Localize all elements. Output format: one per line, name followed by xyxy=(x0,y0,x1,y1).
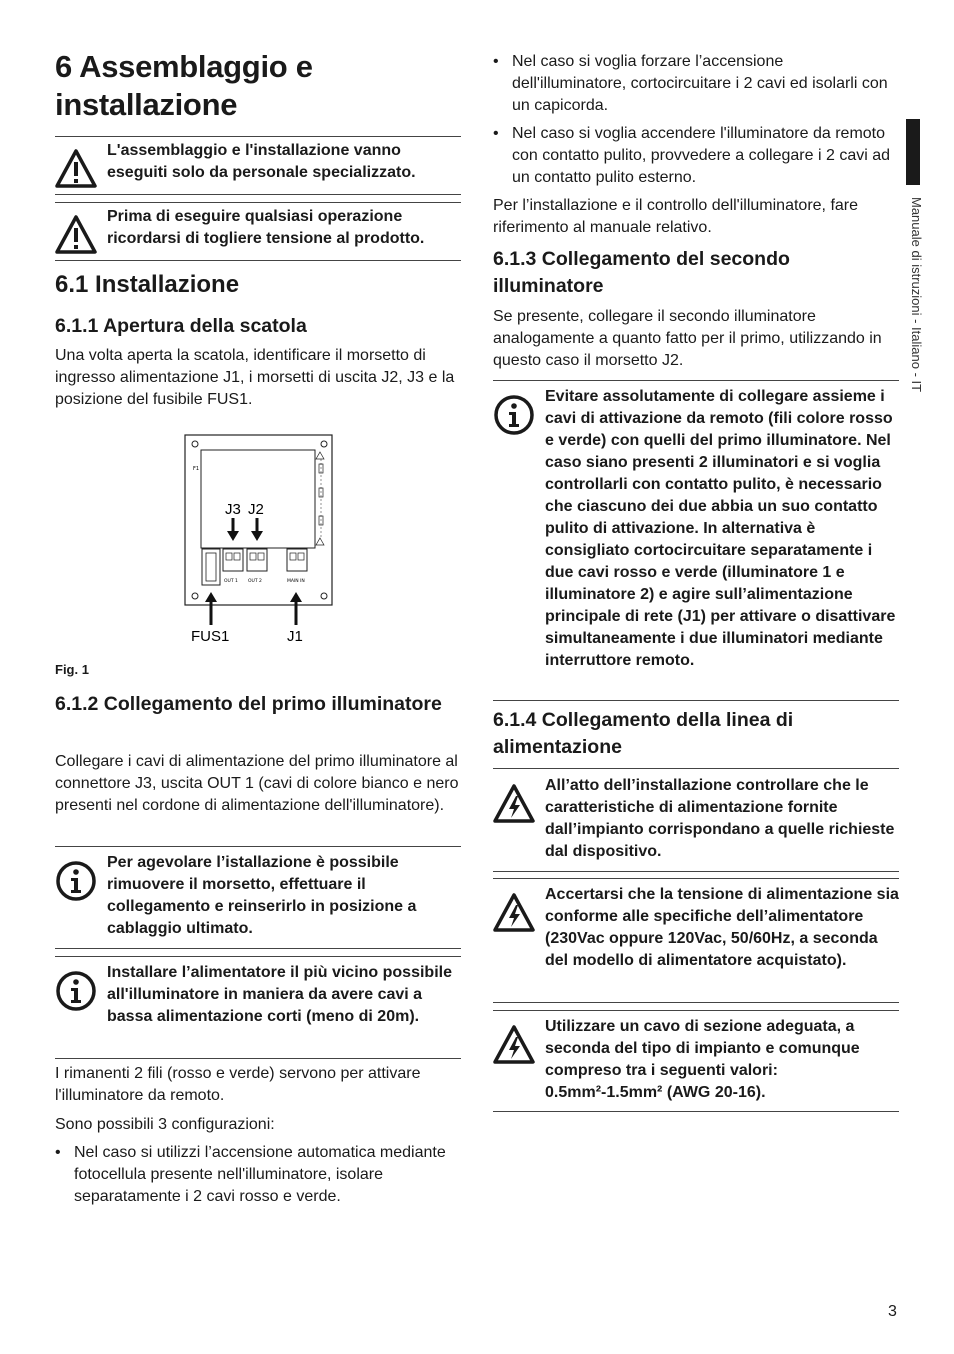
electrical-warning-notice xyxy=(493,1016,899,1104)
figure-label-fus1: FUS1 xyxy=(191,628,230,645)
svg-text:MAIN IN: MAIN IN xyxy=(287,579,305,584)
info-notice xyxy=(55,852,461,940)
divider xyxy=(55,202,461,203)
electrical-hazard-icon xyxy=(493,783,535,825)
warning-text: Utilizzare un cavo di sezione adeguata, a seconda del tipo di impianto e comunque compreso tra i seguenti valori: 0.5mm²-1.5mm² (AWG 20-16). xyxy=(545,1018,860,1101)
list-item: • Nel caso si utilizzi l’accensione automatica mediante fotocellula presente nell'illuminatore, isolare separatamente i 2 cavi rosso e verde. xyxy=(55,1142,461,1208)
body-paragraph: Collegare i cavi di alimentazione del primo illuminatore al connettore J3, uscita OUT 1 (cavi di colore bianco e nero presenti nel cordone di alimentazione dell'illuminatore). xyxy=(55,753,459,814)
info-notice xyxy=(493,386,899,672)
divider xyxy=(493,768,899,769)
divider xyxy=(55,1058,461,1059)
page-number: 3 xyxy=(888,1303,897,1320)
warning-triangle-icon xyxy=(55,214,97,256)
list-item: • Nel caso si voglia forzare l’accensione dell'illuminatore, cortocircuitare i 2 cavi ed isolarli con un capicorda. xyxy=(493,51,899,117)
info-text: Installare l’alimentatore il più vicino possibile all'illuminatore in maniera da avere cavi a bassa alimentazione corti (meno di 20m). xyxy=(107,964,452,1025)
section-heading: 6.1 Installazione xyxy=(55,271,240,298)
divider xyxy=(493,700,899,701)
figure-label-j2: J2 xyxy=(248,501,264,518)
divider xyxy=(55,136,461,137)
chapter-title: 6 Assemblaggio e installazione xyxy=(55,49,313,122)
divider xyxy=(493,1010,899,1011)
divider xyxy=(493,1002,899,1003)
subsection-heading: 6.1.1 Apertura della scatola xyxy=(55,315,307,337)
info-icon xyxy=(493,394,535,436)
subsection-heading: 6.1.2 Collegamento del primo illuminatore xyxy=(55,693,442,715)
body-paragraph: Per l’installazione e il controllo dell'illuminatore, fare riferimento al manuale relativo. xyxy=(493,197,859,236)
warning-text: All’atto dell’installazione controllare che le caratteristiche di alimentazione fornite dall’impianto corrispondano a quelle richieste dal dispositivo. xyxy=(545,777,895,860)
divider xyxy=(493,878,899,879)
figure-label-j3: J3 xyxy=(225,501,241,518)
manual-side-label: Manuale di istruzioni - Italiano - IT xyxy=(909,197,924,393)
electrical-hazard-icon xyxy=(493,1024,535,1066)
body-paragraph: I rimanenti 2 fili (rosso e verde) servono per attivare l'illuminatore da remoto. xyxy=(55,1065,421,1104)
electrical-hazard-icon xyxy=(493,892,535,934)
list-item: • Nel caso si voglia accendere l'illuminatore da remoto con contatto pulito, provvedere a collegare i 2 cavi ad un contatto pulito esterno. xyxy=(493,123,899,189)
divider xyxy=(55,956,461,957)
warning-notice xyxy=(55,206,461,256)
body-paragraph: Una volta aperta la scatola, identificare il morsetto di ingresso alimentazione J1, i morsetti di uscita J2, J3 e la posizione del fusibile FUS1. xyxy=(55,347,455,408)
figure-caption: Fig. 1 xyxy=(55,662,89,677)
chapter-tab-marker xyxy=(906,119,920,185)
warning-text: Accertarsi che la tensione di alimentazione sia conforme alle specifiche dell’alimentatore (230Vac oppure 120Vac, 50/60Hz, a seconda del modello di alimentatore acquistato). xyxy=(545,886,899,969)
info-notice xyxy=(55,962,461,1028)
svg-text:OUT 1: OUT 1 xyxy=(224,579,238,584)
circuit-board-figure xyxy=(183,432,343,650)
divider xyxy=(55,194,461,195)
svg-text:OUT 2: OUT 2 xyxy=(248,579,262,584)
warning-text: Prima di eseguire qualsiasi operazione ricordarsi di togliere tensione al prodotto. xyxy=(107,208,425,247)
warning-text: L'assemblaggio e l'installazione vanno eseguiti solo da personale specializzato. xyxy=(107,142,416,181)
divider xyxy=(55,260,461,261)
subsection-heading: 6.1.3 Collegamento del secondo illuminatore xyxy=(493,248,790,297)
divider xyxy=(493,380,899,381)
subsection-heading: 6.1.4 Collegamento della linea di alimentazione xyxy=(493,709,794,758)
svg-text:F1: F1 xyxy=(193,466,200,472)
divider xyxy=(55,846,461,847)
body-paragraph: Se presente, collegare il secondo illuminatore analogamente a quanto fatto per il primo, utilizzando in questo caso il morsetto J2. xyxy=(493,308,882,369)
divider xyxy=(55,948,461,949)
info-text: Evitare assolutamente di collegare assieme i cavi di attivazione da remoto (fili colore rosso e verde) con quelli del primo illuminatore. Nel caso siano presenti 2 illuminatori e si voglia controllarli con contatto pulito, è necessario che ciascuno dei due abbia un suo contatto pulito di attivazione. In alternativa è consigliato cortocircuitare separatamente i due cavi rosso e verde (illuminatore 1 e illuminatore 2) e agire sull’alimentazione principale di rete (J1) per attivare o disattivare simultaneamente i due illuminatori mediante interruttore remoto. xyxy=(545,388,896,669)
figure-label-j1: J1 xyxy=(287,628,303,645)
electrical-warning-notice xyxy=(493,775,899,863)
warning-notice xyxy=(55,140,461,190)
divider xyxy=(493,871,899,872)
warning-triangle-icon xyxy=(55,148,97,190)
info-icon xyxy=(55,970,97,1012)
body-paragraph: Sono possibili 3 configurazioni: xyxy=(55,1116,275,1133)
info-icon xyxy=(55,860,97,902)
divider xyxy=(493,1111,899,1112)
info-text: Per agevolare l’istallazione è possibile rimuovere il morsetto, effettuare il collegamento e reinserirlo in posizione a cablaggio ultimato. xyxy=(107,854,417,937)
electrical-warning-notice xyxy=(493,884,899,972)
